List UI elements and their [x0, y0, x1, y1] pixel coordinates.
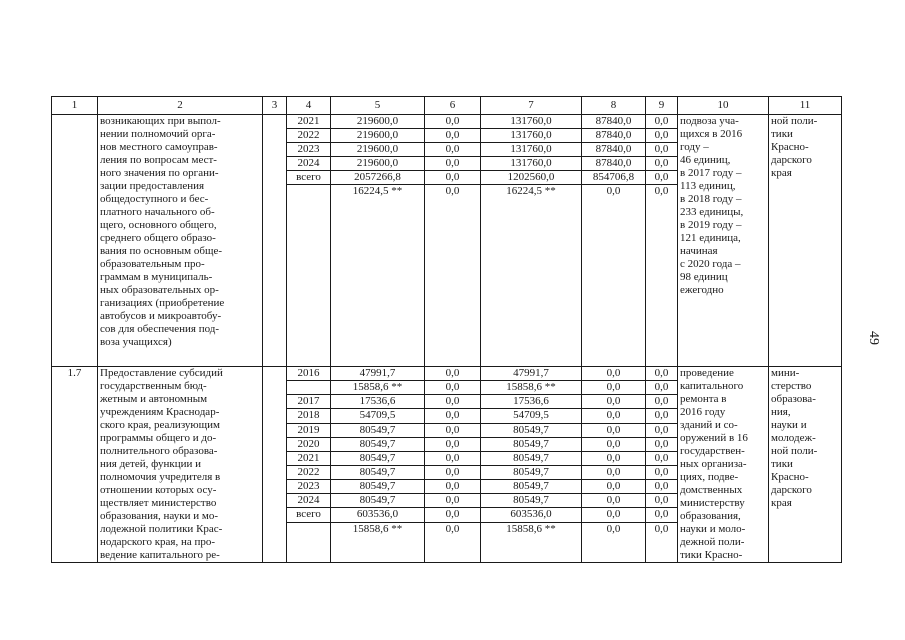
amount-cell: 0,0 — [646, 437, 678, 451]
year-cell: 2017 — [287, 395, 331, 409]
amount-cell: 0,0 — [425, 494, 481, 508]
amount-cell: 80549,7 — [481, 494, 582, 508]
amount-cell: 219600,0 — [331, 157, 425, 171]
amount-cell: 0,0 — [646, 395, 678, 409]
amount-cell: 0,0 — [425, 143, 481, 157]
amount-cell: 0,0 — [582, 381, 646, 395]
amount-cell: 87840,0 — [582, 115, 646, 129]
amount-cell: 603536,0 — [481, 508, 582, 522]
year-cell: 2023 — [287, 143, 331, 157]
amount-cell: 0,0 — [646, 381, 678, 395]
amount-cell: 0,0 — [646, 508, 678, 522]
amount-cell: 0,0 — [425, 171, 481, 185]
amount-cell: 16224,5 ** — [331, 185, 425, 367]
amount-cell: 0,0 — [425, 465, 481, 479]
amount-cell: 15858,6 ** — [331, 381, 425, 395]
amount-cell: 0,0 — [646, 143, 678, 157]
year-cell: 2024 — [287, 157, 331, 171]
table-row — [52, 115, 842, 129]
column-header: 5 — [331, 97, 425, 115]
amount-cell: 0,0 — [646, 423, 678, 437]
amount-cell: 15858,6 ** — [481, 522, 582, 562]
amount-cell: 87840,0 — [582, 143, 646, 157]
item-number-cell: 1.7 — [52, 367, 98, 563]
year-cell — [287, 185, 331, 367]
year-cell: всего — [287, 171, 331, 185]
amount-cell: 603536,0 — [331, 508, 425, 522]
amount-cell: 0,0 — [425, 409, 481, 423]
amount-cell: 54709,5 — [481, 409, 582, 423]
amount-cell: 0,0 — [425, 451, 481, 465]
year-cell: 2021 — [287, 451, 331, 465]
result-cell: подвоза уча- щихся в 2016 году – 46 единиц, в 2017 году – 113 единиц, в 2018 году – 233 единицы, в 2019 году – 121 единица, начиная с 2020 года – 98 единиц ежегодно — [678, 115, 769, 367]
description-cell: возникающих при выпол- нении полномочий орга- нов местного самоуправ- ления по вопросам мест- ного значения по органи- зации предоставления общедоступного и бес- платного начального об- щего, основного общего, среднего общего образо- вания по основным обще- образовательным про- граммам в муниципаль- ных образовательных ор- ганизациях (приобретение автобусов и микроавтобу- сов для обеспечения под- воза учащихся) — [98, 115, 263, 367]
amount-cell: 0,0 — [425, 522, 481, 562]
amount-cell: 80549,7 — [331, 480, 425, 494]
amount-cell: 219600,0 — [331, 143, 425, 157]
executor-cell: мини- стерство образова- ния, науки и молодеж- ной поли- тики Красно- дарского края — [769, 367, 842, 563]
amount-cell: 15858,6 ** — [481, 381, 582, 395]
year-cell: 2022 — [287, 465, 331, 479]
amount-cell: 0,0 — [646, 409, 678, 423]
amount-cell: 15858,6 ** — [331, 522, 425, 562]
empty-cell — [263, 115, 287, 367]
year-cell: 2020 — [287, 437, 331, 451]
year-cell — [287, 522, 331, 562]
amount-cell: 0,0 — [582, 494, 646, 508]
amount-cell: 2057266,8 — [331, 171, 425, 185]
year-cell: 2022 — [287, 129, 331, 143]
amount-cell: 0,0 — [646, 522, 678, 562]
column-header: 8 — [582, 97, 646, 115]
column-header: 6 — [425, 97, 481, 115]
amount-cell: 1202560,0 — [481, 171, 582, 185]
amount-cell: 16224,5 ** — [481, 185, 582, 367]
table-row — [52, 367, 842, 381]
item-number-cell — [52, 115, 98, 367]
amount-cell: 0,0 — [582, 395, 646, 409]
empty-cell — [263, 367, 287, 563]
amount-cell: 0,0 — [425, 508, 481, 522]
amount-cell: 54709,5 — [331, 409, 425, 423]
amount-cell: 0,0 — [425, 157, 481, 171]
amount-cell: 0,0 — [646, 451, 678, 465]
amount-cell: 0,0 — [582, 367, 646, 381]
year-cell: 2024 — [287, 494, 331, 508]
amount-cell: 219600,0 — [331, 129, 425, 143]
amount-cell: 131760,0 — [481, 157, 582, 171]
amount-cell: 17536,6 — [331, 395, 425, 409]
amount-cell: 0,0 — [425, 367, 481, 381]
year-cell — [287, 381, 331, 395]
column-header: 7 — [481, 97, 582, 115]
amount-cell: 0,0 — [582, 480, 646, 494]
column-header: 1 — [52, 97, 98, 115]
column-header: 2 — [98, 97, 263, 115]
amount-cell: 0,0 — [646, 367, 678, 381]
year-cell: 2018 — [287, 409, 331, 423]
column-number-row — [52, 97, 842, 115]
amount-cell: 0,0 — [646, 480, 678, 494]
year-cell: 2016 — [287, 367, 331, 381]
amount-cell: 0,0 — [582, 508, 646, 522]
year-cell: 2023 — [287, 480, 331, 494]
amount-cell: 80549,7 — [331, 494, 425, 508]
amount-cell: 80549,7 — [331, 423, 425, 437]
description-cell: Предоставление субсидий государственным бюд- жетным и автономным учреждениям Краснодар- ского края, реализующим программы общего и до- полнительного образова- ния детей, функции и полномочия учредителя в отношении которых осу- ществляет министерство образования, науки и мо- лодежной политики Крас- нодарского края, на про- ведение капитального ре- — [98, 367, 263, 563]
amount-cell: 0,0 — [582, 437, 646, 451]
amount-cell: 0,0 — [646, 494, 678, 508]
amount-cell: 80549,7 — [481, 465, 582, 479]
amount-cell: 0,0 — [582, 409, 646, 423]
amount-cell: 0,0 — [425, 437, 481, 451]
amount-cell: 80549,7 — [331, 451, 425, 465]
amount-cell: 0,0 — [425, 395, 481, 409]
amount-cell: 0,0 — [425, 115, 481, 129]
column-header: 3 — [263, 97, 287, 115]
column-header: 4 — [287, 97, 331, 115]
amount-cell: 0,0 — [425, 129, 481, 143]
year-cell: 2021 — [287, 115, 331, 129]
amount-cell: 80549,7 — [481, 437, 582, 451]
amount-cell: 0,0 — [646, 185, 678, 367]
column-header: 10 — [678, 97, 769, 115]
amount-cell: 0,0 — [646, 171, 678, 185]
amount-cell: 87840,0 — [582, 157, 646, 171]
amount-cell: 80549,7 — [481, 480, 582, 494]
page-number: 49 — [866, 331, 881, 345]
amount-cell: 131760,0 — [481, 129, 582, 143]
amount-cell: 0,0 — [646, 465, 678, 479]
amount-cell: 0,0 — [582, 423, 646, 437]
amount-cell: 0,0 — [425, 480, 481, 494]
year-cell: всего — [287, 508, 331, 522]
amount-cell: 80549,7 — [481, 423, 582, 437]
amount-cell: 80549,7 — [481, 451, 582, 465]
amount-cell: 47991,7 — [331, 367, 425, 381]
amount-cell: 0,0 — [425, 423, 481, 437]
amount-cell: 854706,8 — [582, 171, 646, 185]
amount-cell: 0,0 — [425, 185, 481, 367]
amount-cell: 0,0 — [582, 465, 646, 479]
amount-cell: 0,0 — [646, 115, 678, 129]
program-activities-table — [51, 96, 842, 563]
column-header: 9 — [646, 97, 678, 115]
amount-cell: 0,0 — [425, 381, 481, 395]
amount-cell: 131760,0 — [481, 115, 582, 129]
amount-cell: 80549,7 — [331, 437, 425, 451]
amount-cell: 131760,0 — [481, 143, 582, 157]
amount-cell: 0,0 — [646, 129, 678, 143]
amount-cell: 47991,7 — [481, 367, 582, 381]
amount-cell: 219600,0 — [331, 115, 425, 129]
column-header: 11 — [769, 97, 842, 115]
amount-cell: 87840,0 — [582, 129, 646, 143]
amount-cell: 0,0 — [582, 185, 646, 367]
amount-cell: 0,0 — [582, 451, 646, 465]
result-cell: проведение капитального ремонта в 2016 году зданий и со- оружений в 16 государствен- ных организа- циях, подве- домственных министерству образования, науки и моло- дежной поли- тики Красно- — [678, 367, 769, 563]
executor-cell: ной поли- тики Красно- дарского края — [769, 115, 842, 367]
amount-cell: 17536,6 — [481, 395, 582, 409]
amount-cell: 80549,7 — [331, 465, 425, 479]
year-cell: 2019 — [287, 423, 331, 437]
amount-cell: 0,0 — [582, 522, 646, 562]
amount-cell: 0,0 — [646, 157, 678, 171]
